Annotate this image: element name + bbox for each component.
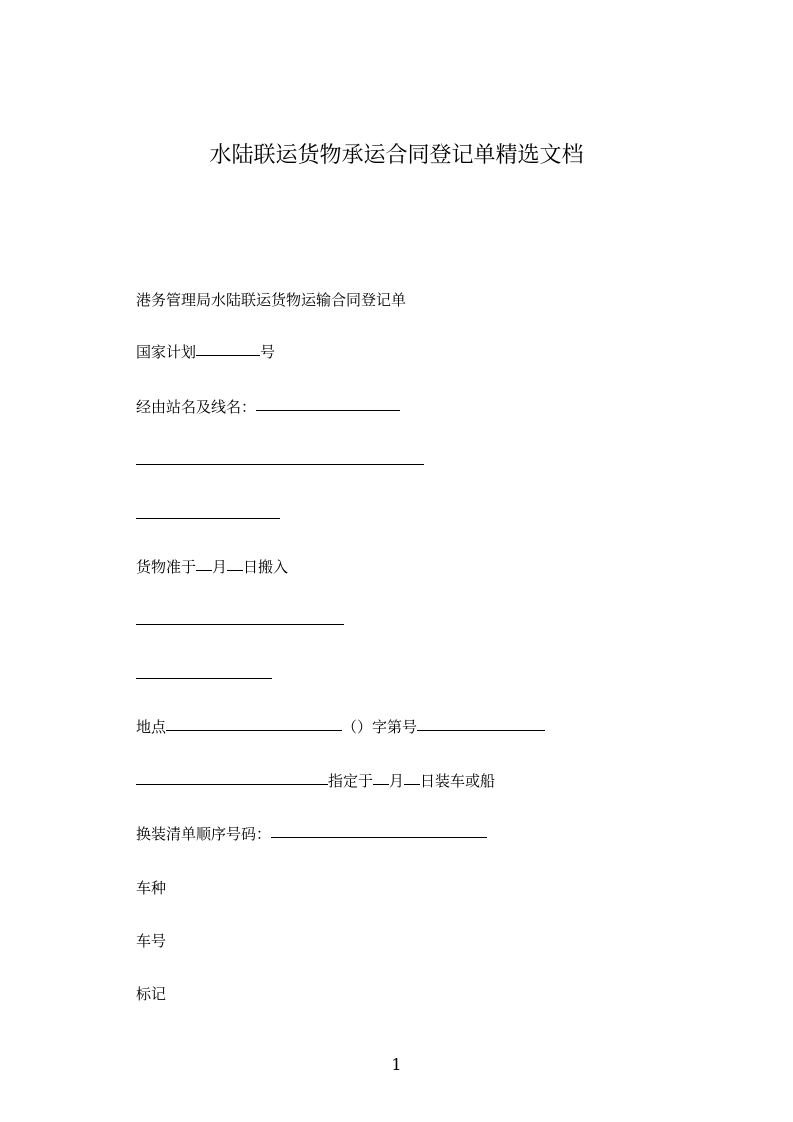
loading-month-label: 月 <box>389 772 405 790</box>
car-type-label: 车种 <box>136 879 167 897</box>
month-blank <box>196 569 212 571</box>
location-label: 地点 <box>136 718 167 736</box>
goods-line <box>136 556 288 578</box>
route-line <box>136 396 400 418</box>
goods-blank-2 <box>136 677 272 679</box>
designated-line <box>136 770 495 792</box>
route-blank <box>256 409 400 411</box>
number-blank <box>417 729 545 731</box>
plan-number-blank <box>196 354 260 356</box>
plan-prefix: 国家计划 <box>136 343 197 361</box>
form-heading: 港务管理局水陆联运货物运输合同登记单 <box>136 291 407 309</box>
day-blank <box>227 569 243 571</box>
page-number: 1 <box>391 1055 402 1074</box>
loading-month-blank <box>373 783 389 785</box>
location-blank <box>166 729 342 731</box>
mark-label: 标记 <box>136 985 167 1003</box>
brackets-label: （）字第号 <box>342 718 418 736</box>
route-continuation-1 <box>136 450 424 472</box>
location-line <box>136 716 545 738</box>
goods-prefix: 货物准于 <box>136 558 197 576</box>
transfer-line <box>136 823 487 845</box>
goods-blank-1 <box>136 623 344 625</box>
route-blank-3 <box>136 517 280 519</box>
designated-label: 指定于 <box>328 772 374 790</box>
route-continuation-2 <box>136 504 280 526</box>
transfer-label: 换装清单顺序号码： <box>136 825 272 843</box>
designated-blank <box>136 783 328 785</box>
route-label: 经由站名及线名： <box>136 398 257 416</box>
plan-suffix: 号 <box>260 343 276 361</box>
document-title: 水陆联运货物承运合同登记单精选文档 <box>209 143 584 168</box>
goods-continuation-2 <box>136 664 272 686</box>
month-label: 月 <box>212 558 228 576</box>
goods-continuation-1 <box>136 610 344 632</box>
day-moving-in-label: 日搬入 <box>243 558 289 576</box>
route-blank-2 <box>136 463 424 465</box>
car-number-label: 车号 <box>136 932 167 950</box>
loading-day-label: 日装车或船 <box>420 772 496 790</box>
transfer-blank <box>271 836 487 838</box>
plan-line <box>136 341 275 363</box>
loading-day-blank <box>404 783 420 785</box>
